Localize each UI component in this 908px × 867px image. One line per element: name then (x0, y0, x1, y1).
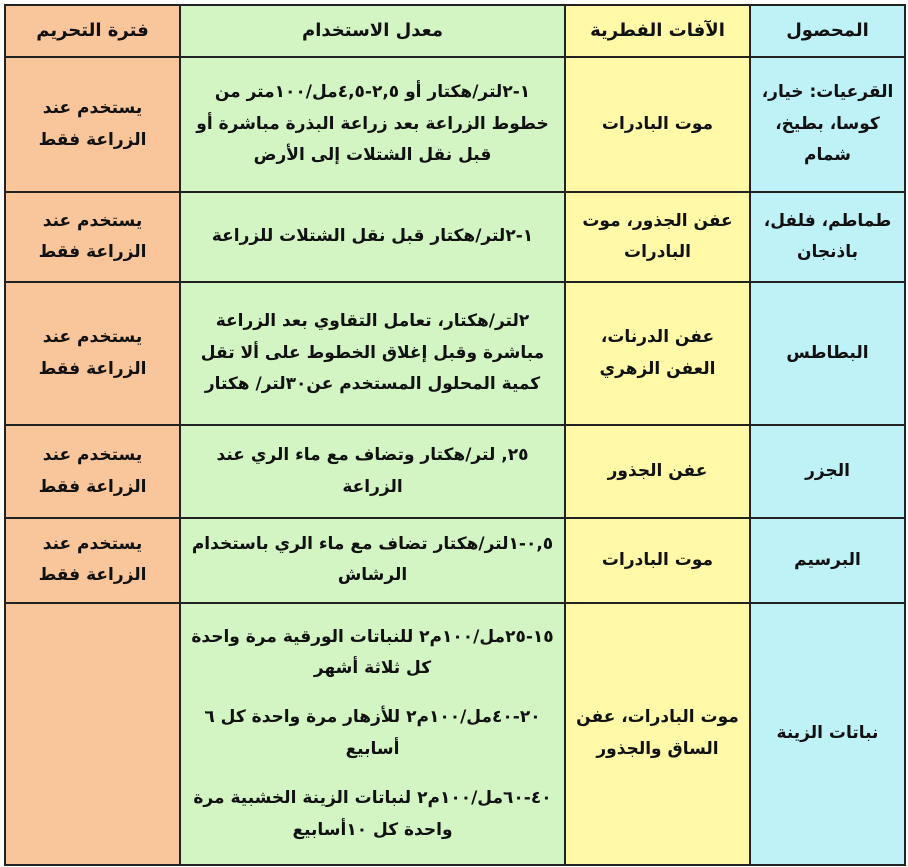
cell-rate (180, 282, 565, 425)
cell-period: يستخدم عند الزراعة فقط (5, 57, 180, 192)
cell-crop: البطاطس (750, 282, 905, 425)
cell-period: يستخدم عند الزراعة فقط (5, 518, 180, 603)
header-rate: معدل الاستخدام (180, 5, 565, 57)
table-row (5, 192, 905, 282)
cell-rate (180, 603, 565, 865)
cell-disease: موت البادرات (565, 57, 750, 192)
rate-text: ٠,٥-١لتر/هكتار تضاف مع ماء الري باستخدام الرشاش (191, 534, 554, 586)
rate-text: ١٥-٢٥مل/١٠٠م٢ للنباتات الورقية مرة واحدة كل ثلاثة أشهر (191, 626, 554, 678)
table-row (5, 518, 905, 603)
cell-period: يستخدم عند الزراعة فقط (5, 192, 180, 282)
table-row (5, 57, 905, 192)
cell-period: يستخدم عند الزراعة فقط (5, 282, 180, 425)
rate-text: ٢٥, لتر/هكتار وتضاف مع ماء الري عند الزراعة (216, 445, 529, 497)
cell-disease: عفن الجذور (565, 425, 750, 518)
rate-text: ٤٠-٦٠مل/١٠٠م٢ لنباتات الزينة الخشبية مرة واحدة كل ١٠أسابيع (193, 788, 552, 840)
pesticide-usage-table (4, 4, 906, 866)
cell-crop: البرسيم (750, 518, 905, 603)
rate-text: ١-٢لتر/هكتار قبل نقل الشتلات للزراعة (211, 226, 534, 247)
rate-text: ١-٢لتر/هكتار أو ٢,٥-٤,٥مل/١٠٠متر من خطوط الزراعة بعد زراعة البذرة مباشرة أو قبل نقل الشتلات إلى الأرض (196, 82, 549, 166)
header-crop: المحصول (750, 5, 905, 57)
cell-period (5, 603, 180, 865)
cell-disease: موت البادرات (565, 518, 750, 603)
cell-crop: القرعيات: خيار، كوسا، بطيخ، شمام (750, 57, 905, 192)
table-row (5, 603, 905, 865)
cell-disease: موت البادرات، عفن الساق والجذور (565, 603, 750, 865)
cell-crop: نباتات الزينة (750, 603, 905, 865)
table-row (5, 425, 905, 518)
header-disease: الآفات الفطرية (565, 5, 750, 57)
header-row (5, 5, 905, 57)
rate-text: ٢٠-٤٠مل/١٠٠م٢ للأزهار مرة واحدة كل ٦ أسابيع (204, 707, 541, 759)
table-row (5, 282, 905, 425)
cell-rate (180, 425, 565, 518)
cell-rate (180, 192, 565, 282)
header-period: فترة التحريم (5, 5, 180, 57)
cell-disease: عفن الدرنات، العفن الزهري (565, 282, 750, 425)
cell-disease: عفن الجذور، موت البادرات (565, 192, 750, 282)
cell-rate (180, 57, 565, 192)
rate-text: ٢لتر/هكتار، تعامل التقاوي بعد الزراعة مباشرة وقبل إغلاق الخطوط على ألا تقل كمية المحلول المستخدم عن٣٠لتر/ هكتار (200, 311, 545, 395)
cell-crop: طماطم، فلفل، باذنجان (750, 192, 905, 282)
cell-period: يستخدم عند الزراعة فقط (5, 425, 180, 518)
cell-crop: الجزر (750, 425, 905, 518)
cell-rate (180, 518, 565, 603)
